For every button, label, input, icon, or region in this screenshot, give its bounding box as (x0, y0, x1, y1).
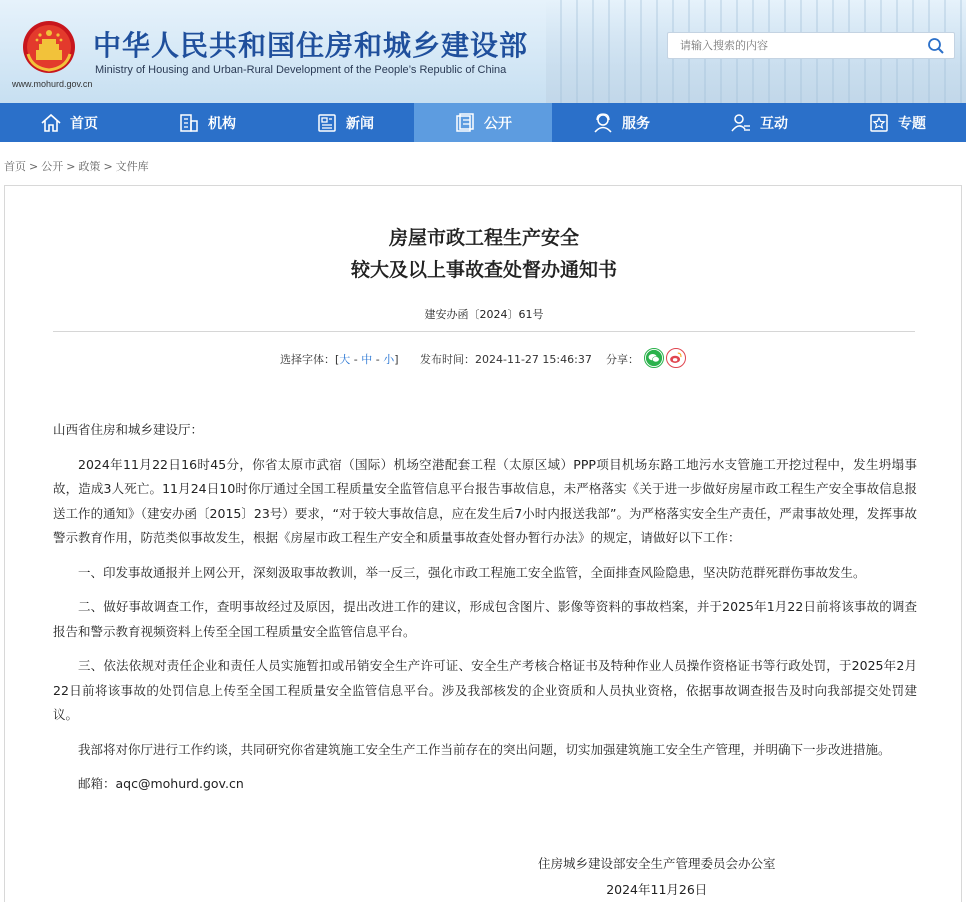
site-subtitle: Ministry of Housing and Urban-Rural Development of the People’s Republic of China (95, 64, 507, 76)
nav-label: 公开 (484, 115, 512, 132)
page-title (5, 222, 963, 286)
title-line-1: 房屋市政工程生产安全 (388, 227, 579, 249)
service-icon (592, 112, 614, 134)
breadcrumb-library[interactable]: 文件库 (115, 160, 149, 173)
building-icon (178, 112, 200, 134)
title-divider (53, 331, 915, 332)
disclosure-icon (454, 112, 476, 134)
document-number: 建安办函〔2024〕61号 (424, 308, 544, 321)
breadcrumb-disclosure[interactable]: 公开 (41, 160, 64, 173)
nav-item-interaction[interactable] (690, 103, 828, 142)
main-nav (0, 103, 966, 142)
breadcrumb-separator: > (29, 160, 39, 173)
publish-time (420, 351, 592, 367)
article-meta (5, 348, 963, 370)
paragraph: 三、依法依规对责任企业和责任人员实施暂扣或吊销安全生产许可证、安全生产考核合格证书及特种作业人员操作资格证书等行政处罚，于2025年2月22日前将该事故的处罚信息上传至全国工程质量安全监管信息平台。涉及我部核发的企业资质和人员执业资格，依据事故调查报告及时向我部提交处罚建议。 (53, 658, 917, 722)
publish-value: 2024-11-27 15:46:37 (475, 353, 592, 366)
paragraph: 二、做好事故调查工作，查明事故经过及原因，提出改进工作的建议，形成包含图片、影像等资料的事故档案，并于2025年1月22日前将该事故的调查报告和警示教育视频资料上传至全国工程质量安全监管信息平台。 (53, 599, 917, 639)
breadcrumb-policy[interactable]: 政策 (78, 160, 101, 173)
font-size-medium[interactable]: 中 (361, 353, 373, 366)
font-size-label: 选择字体：[ (280, 353, 340, 366)
wechat-share-icon[interactable] (644, 348, 664, 368)
paragraph: 2024年11月22日16时45分，你省太原市武宿（国际）机场空港配套工程（太原区域）PPP项目机场东路工地污水支管施工开挖过程中，发生坍塌事故，造成3人死亡。11月24日10时你厅通过全国工程质量安全监管信息平台报告事故信息，未严格落实《关于进一步做好房屋市政工程生产安全事故信息报送工作的通知》（建安办函〔2015〕23号）要求，“对于较大事故信息，应在发生后7小时内报送我部”。为严格落实安全生产责任，严肃事故处理，发挥事故警示教育作用，防范类似事故发生，根据《房屋市政工程生产安全和质量事故查处督办暂行办法》的规定，请做好以下工作： (53, 456, 917, 545)
signature-org: 住房城乡建设部安全生产管理委员会办公室 (538, 856, 776, 871)
breadcrumb (4, 158, 149, 174)
news-icon (316, 112, 338, 134)
font-size-large[interactable]: 大 (339, 353, 351, 366)
nav-item-topics[interactable] (828, 103, 966, 142)
signature-date: 2024年11月26日 (606, 882, 708, 897)
publish-label: 发布时间： (420, 353, 475, 366)
greeting: 山西省住房和城乡建设厅： (53, 422, 204, 437)
breadcrumb-separator: > (66, 160, 76, 173)
nav-item-institution[interactable] (138, 103, 276, 142)
font-size-dash: - (372, 353, 384, 366)
weibo-share-icon[interactable] (666, 348, 686, 368)
site-header (0, 0, 966, 103)
nav-item-disclosure[interactable] (414, 103, 552, 142)
breadcrumb-separator: > (103, 160, 113, 173)
signature (538, 851, 776, 902)
share-label: 分享： (606, 353, 639, 366)
breadcrumb-home[interactable]: 首页 (4, 160, 26, 173)
nav-label: 首页 (70, 115, 98, 132)
paragraph: 一、印发事故通报并上网公开，深刻汲取事故教训，举一反三，强化市政工程施工安全监管，全面排查风险隐患，坚决防范群死群伤事故发生。 (78, 564, 866, 580)
nav-label: 专题 (898, 115, 926, 132)
article-container (4, 185, 962, 902)
email-line[interactable]: 邮箱：aqc@mohurd.gov.cn (78, 776, 244, 791)
search-icon[interactable] (926, 36, 946, 56)
nav-label: 新闻 (346, 115, 374, 132)
nav-label: 服务 (622, 115, 650, 132)
site-title[interactable]: 中华人民共和国住房和城乡建设部 (93, 29, 529, 62)
site-url: www.mohurd.gov.cn (12, 79, 93, 89)
nav-item-service[interactable] (552, 103, 690, 142)
nav-item-home[interactable] (0, 103, 138, 142)
nav-label: 互动 (760, 115, 788, 132)
font-size-selector (280, 351, 399, 367)
interaction-icon (730, 112, 752, 134)
nav-label: 机构 (208, 115, 236, 132)
star-icon (868, 112, 890, 134)
national-emblem-icon[interactable] (22, 20, 76, 74)
home-icon (40, 112, 62, 134)
title-line-2: 较大及以上事故查处督办通知书 (350, 259, 617, 281)
search-box (667, 32, 955, 59)
search-input[interactable] (668, 33, 914, 58)
font-size-small[interactable]: 小 (383, 353, 395, 366)
font-size-close: ] (394, 353, 399, 366)
font-size-dash: - (350, 353, 362, 366)
paragraph: 我部将对你厅进行工作约谈，共同研究你省建筑施工安全生产工作当前存在的突出问题，切实加强建筑施工安全生产管理，并明确下一步改进措施。 (78, 741, 891, 757)
article-body (53, 418, 917, 807)
nav-item-news[interactable] (276, 103, 414, 142)
